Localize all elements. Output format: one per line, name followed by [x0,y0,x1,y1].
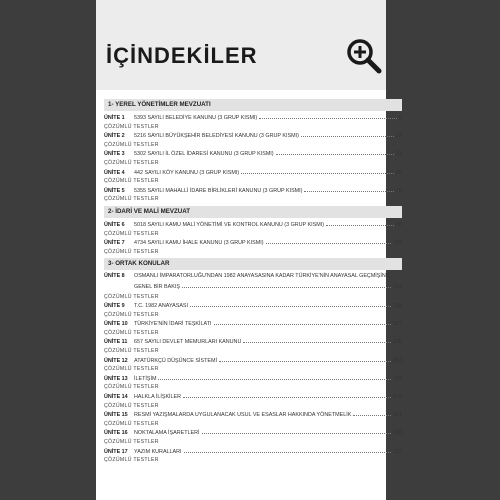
entry-title: OSMANLI İMPARATORLUĞU'NDAN 1982 ANAYASASINA KADAR TÜRKİYE'NİN ANAYASAL GEÇMİŞİNE [134,273,390,280]
section-heading: 1- YEREL YÖNETİMLER MEVZUATI [104,99,402,111]
dot-leader [219,356,391,362]
page-number: 291 [393,412,402,419]
solved-tests-label[interactable]: ÇÖZÜMLÜ TESTLER [104,402,159,409]
toc-entry[interactable] [104,272,402,292]
unit-number: ÜNİTE 7 [104,240,125,247]
unit-number: ÜNİTE 11 [104,339,128,346]
solved-tests-label[interactable]: ÇÖZÜMLÜ TESTLER [104,178,159,185]
dot-leader [243,337,391,343]
solved-tests-label[interactable]: ÇÖZÜMLÜ TESTLER [104,141,159,148]
page-number: 205 [393,339,402,346]
unit-number: ÜNİTE 16 [104,430,128,437]
solved-tests-label[interactable]: ÇÖZÜMLÜ TESTLER [104,439,159,445]
entry-title: 657 SAYILI DEVLET MEMURLARI KANUNU [134,339,242,346]
toc-entry[interactable] [104,447,402,457]
unit-number: ÜNİTE 15 [104,412,128,419]
page-number: 258 [393,357,402,364]
right-dark-band [386,0,500,500]
entry-title: NOKTALAMA İŞARETLERİ [134,430,200,437]
entry-title-continued: GENEL BİR BAKIŞ [134,283,180,290]
toc-entry[interactable] [104,319,402,329]
toc-entry[interactable] [104,186,402,196]
entry-title: T.C. 1982 ANAYASASI [134,303,189,310]
unit-number: ÜNİTE 4 [104,169,125,176]
page-number: 5 [399,115,402,121]
dot-leader [184,447,391,453]
dot-leader [190,301,391,307]
unit-number: ÜNİTE 6 [104,221,125,228]
entry-title: HALKLA İLİŞKİLER [134,394,182,401]
table-of-contents [104,97,402,465]
page-number: 33 [396,151,402,158]
dot-leader [304,186,394,192]
solved-tests-label[interactable]: ÇÖZÜMLÜ TESTLER [104,384,159,391]
unit-number: ÜNİTE 5 [104,187,125,194]
page-number: 23 [396,133,402,140]
solved-tests-label[interactable]: ÇÖZÜMLÜ TESTLER [104,311,159,318]
page-number: 60 [396,169,402,176]
toc-entry[interactable] [104,356,402,366]
toc-entry[interactable] [104,410,402,420]
solved-tests-label[interactable]: ÇÖZÜMLÜ TESTLER [104,457,159,464]
unit-number: ÜNİTE 12 [104,357,128,364]
page-number: 308 [393,430,402,437]
unit-number: ÜNİTE 8 [104,273,125,280]
solved-tests-label[interactable]: ÇÖZÜMLÜ TESTLER [104,329,159,336]
entry-title: 4734 SAYILI KAMU İHALE KANUNU (3 GRUP KISMI) [134,240,264,247]
entry-title: 442 SAYILI KÖY KANUNU (3 GRUP KISMI) [134,169,240,176]
unit-number: ÜNİTE 13 [104,375,128,382]
entry-title: TÜRKİYE'NİN İDARİ TEŞKİLATI [134,321,212,328]
dot-leader [353,410,391,416]
dot-leader [183,392,391,398]
solved-tests-label[interactable]: ÇÖZÜMLÜ TESTLER [104,420,159,427]
dot-leader [259,113,397,119]
solved-tests-label[interactable]: ÇÖZÜMLÜ TESTLER [104,348,159,355]
solved-tests-label[interactable]: ÇÖZÜMLÜ TESTLER [104,230,159,237]
solved-tests-label[interactable]: ÇÖZÜMLÜ TESTLER [104,196,159,203]
unit-number: ÜNİTE 14 [104,394,128,401]
page-number: 158 [393,303,402,310]
page-number: 118 [393,240,402,247]
page-number: 269 [393,375,402,382]
unit-number: ÜNİTE 1 [104,115,125,121]
toc-entry[interactable] [104,149,402,159]
unit-number: ÜNİTE 10 [104,321,128,328]
dot-leader [326,220,394,226]
page-number: 70 [396,187,402,194]
solved-tests-label[interactable]: ÇÖZÜMLÜ TESTLER [104,293,159,300]
toc-entry[interactable] [104,374,402,384]
left-dark-band [0,0,96,500]
solved-tests-label[interactable]: ÇÖZÜMLÜ TESTLER [104,159,159,166]
entry-title: YAZIM KURALLARI [134,448,182,455]
entry-title: 5355 SAYILI MAHALLİ İDARE BİRLİKLERİ KANUNU (3 GRUP KISMI) [134,187,303,194]
toc-entry[interactable] [104,168,402,178]
unit-number: ÜNİTE 9 [104,303,125,310]
dot-leader [301,131,394,137]
entry-title: 5393 SAYILI BELEDİYE KANUNU (3 GRUP KISMI) [134,115,258,121]
toc-page [96,0,402,500]
toc-entry[interactable] [104,238,402,248]
dot-leader [182,282,391,288]
page-number: 275 [393,394,402,401]
solved-tests-label[interactable]: ÇÖZÜMLÜ TESTLER [104,366,159,373]
entry-title: 5018 SAYILI KAMU MALİ YÖNETİMİ VE KONTROL KANUNU (3 GRUP KISMI) [134,221,325,228]
toc-entry[interactable] [104,392,402,402]
toc-entry[interactable] [104,131,402,141]
toc-entry[interactable] [104,301,402,311]
dot-leader [241,168,394,174]
unit-number: ÜNİTE 3 [104,151,125,158]
dot-leader [158,374,391,380]
dot-leader [266,238,392,244]
entry-title: ATATÜRKÇÜ DÜŞÜNCE SİSTEMİ [134,357,217,364]
toc-entry[interactable] [104,220,402,230]
unit-number: ÜNİTE 17 [104,448,128,455]
dot-leader [276,149,394,155]
unit-number: ÜNİTE 2 [104,133,125,140]
page-number: 80 [396,221,402,228]
dot-leader [214,319,391,325]
section-heading: 3- ORTAK KONULAR [104,258,402,270]
solved-tests-label[interactable]: ÇÖZÜMLÜ TESTLER [104,248,159,255]
toc-entry[interactable] [104,428,402,438]
entry-title: 5302 SAYILI İL ÖZEL İDARESİ KANUNU (3 GRUP KISMI) [134,151,274,158]
page-number: 153 [393,283,402,290]
dot-leader [202,428,391,434]
page-header [96,0,386,90]
page-title: İÇİNDEKİLER [106,43,258,68]
entry-title: RESMİ YAZIŞMALARDA UYGULANACAK USUL VE ESASLAR HAKKINDA YÖNETMELİK [134,412,352,419]
zoom-in-icon[interactable] [344,36,384,76]
entry-title: İLETİŞİM [134,375,157,382]
section-heading: 2- İDARİ VE MALİ MEVZUAT [104,206,402,218]
entry-title: 5216 SAYILI BÜYÜKŞEHİR BELEDİYESİ KANUNU (3 GRUP KISMI) [134,133,299,140]
solved-tests-label[interactable]: ÇÖZÜMLÜ TESTLER [104,123,159,130]
toc-entry[interactable] [104,113,402,123]
page-number: 187 [393,321,402,328]
page-number: 322 [393,448,402,455]
toc-entry[interactable] [104,337,402,347]
